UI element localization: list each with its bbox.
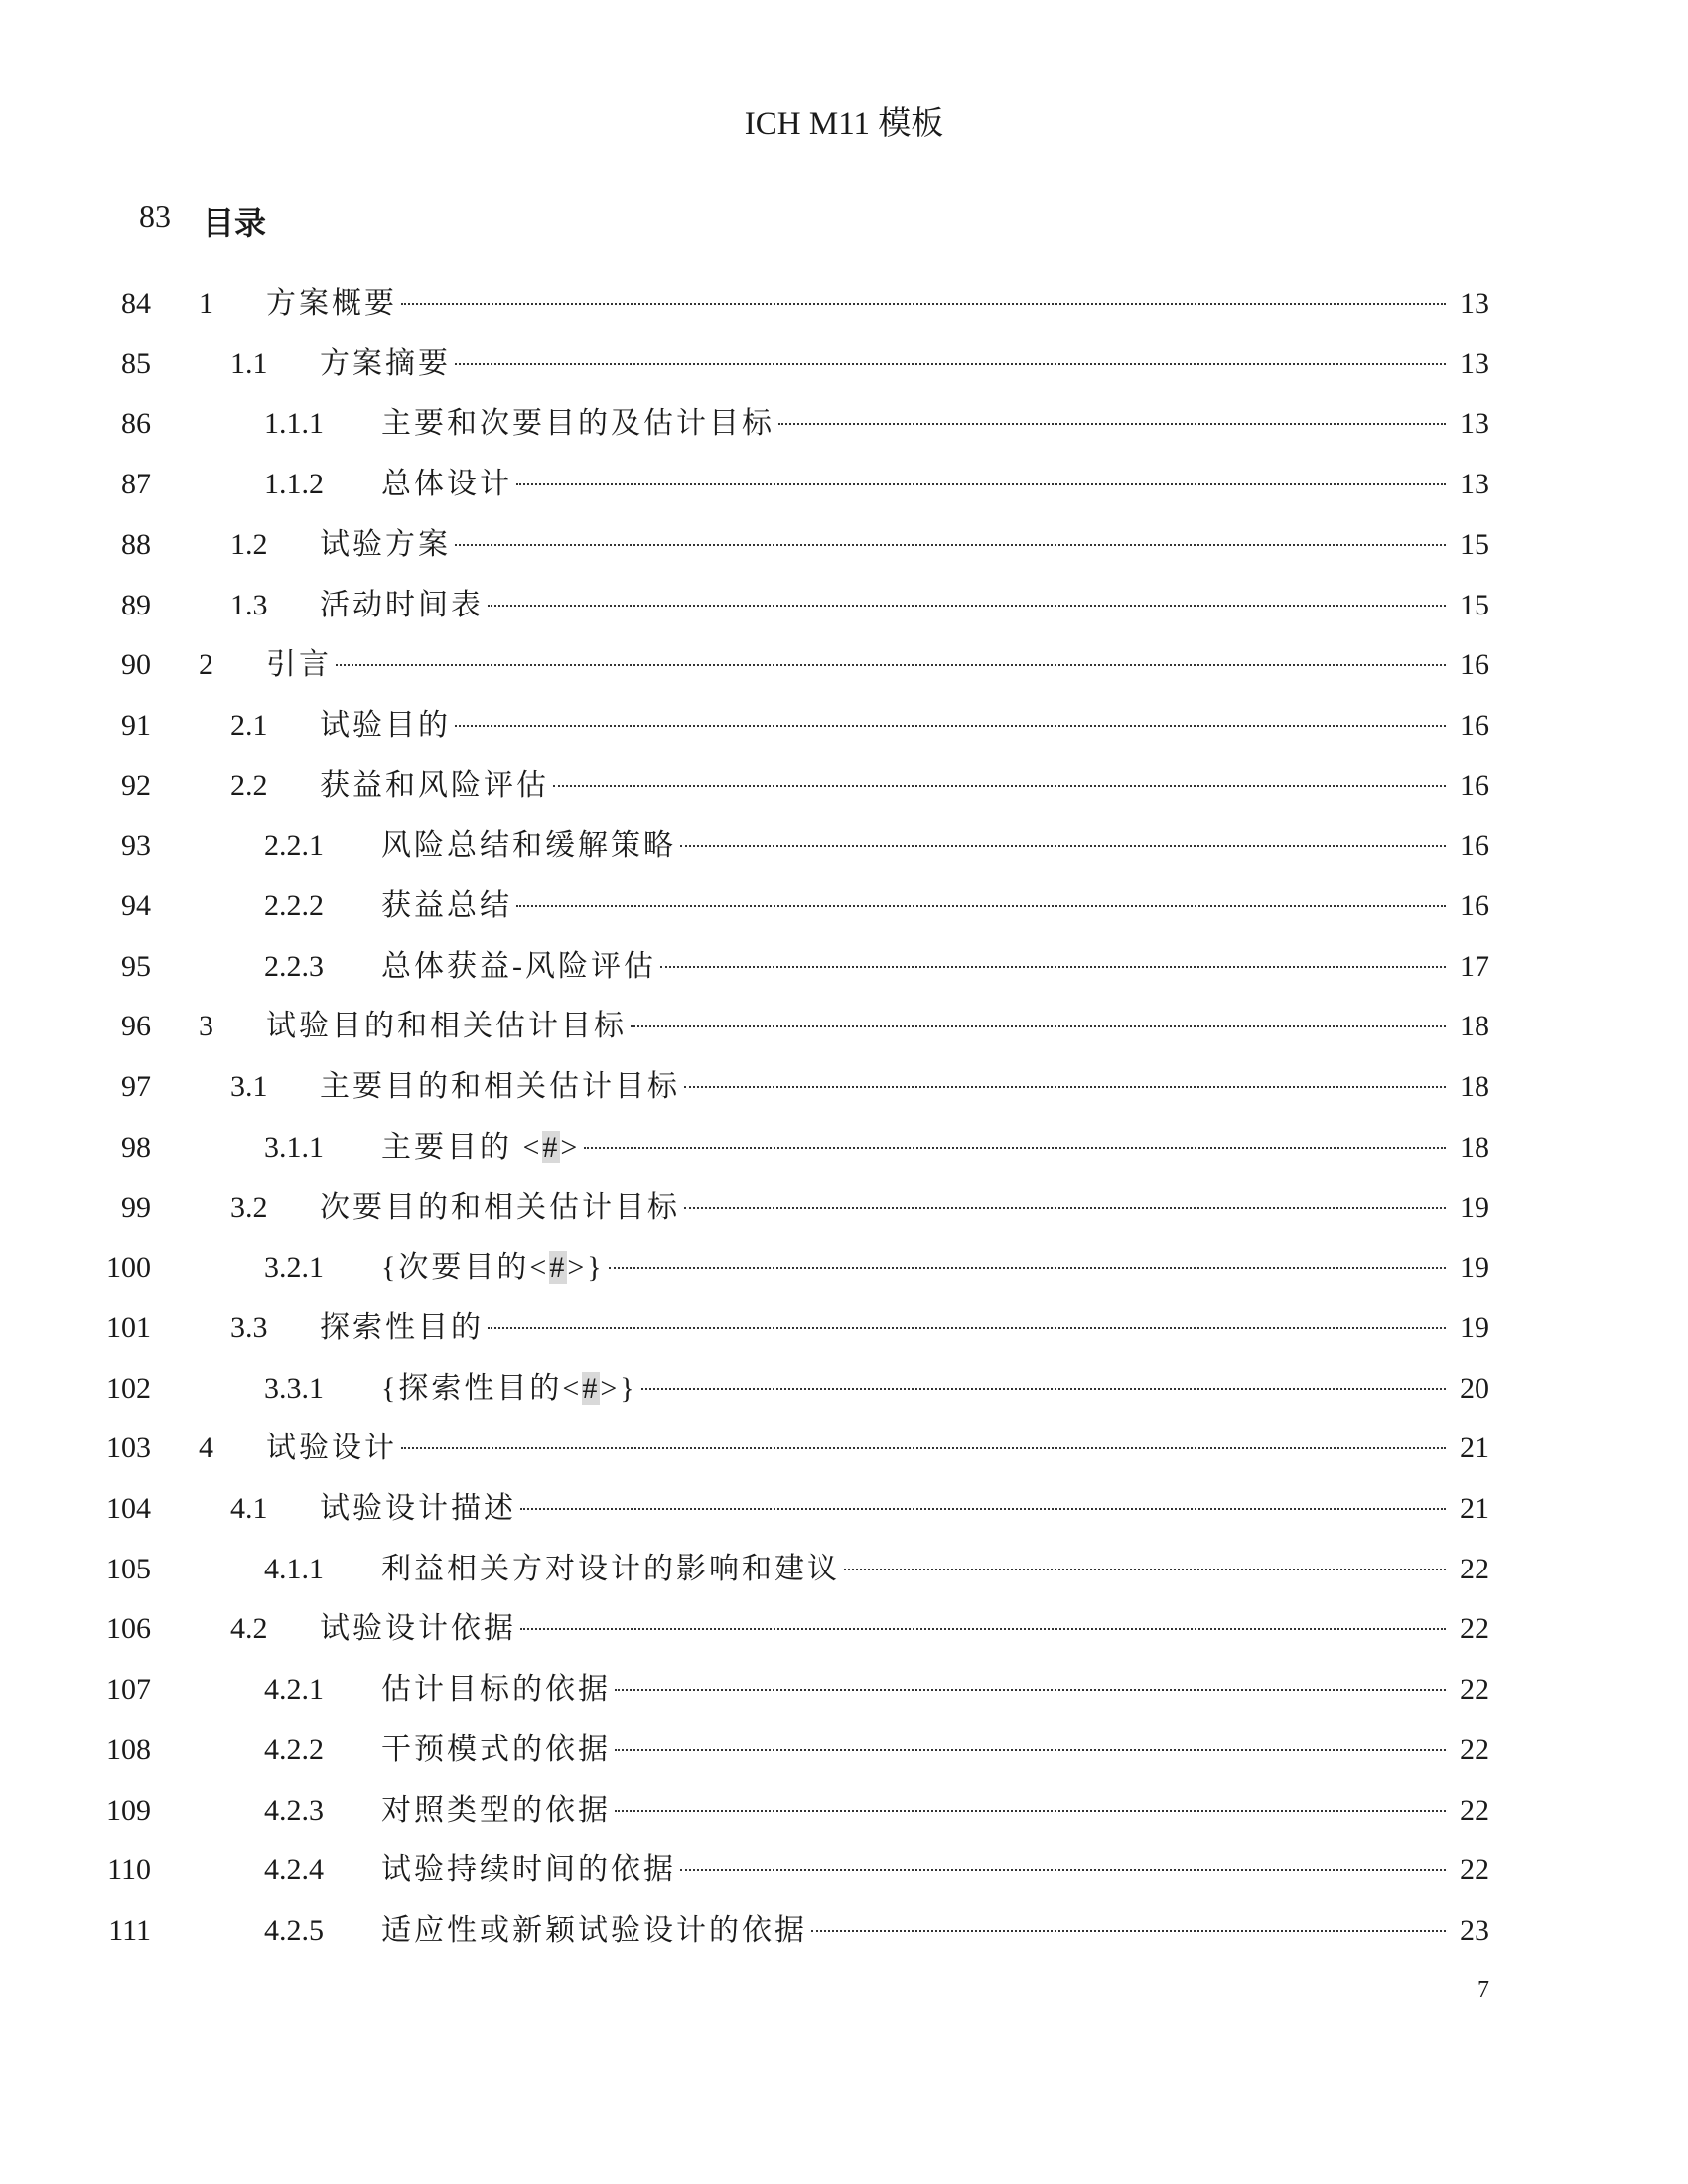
toc-entry-number: 4.2.5 [264, 1914, 324, 1947]
line-number: 87 [121, 468, 151, 500]
toc-entry-page-number: 13 [1460, 407, 1489, 440]
toc-entry-title[interactable] [381, 400, 778, 448]
line-number: 88 [121, 528, 151, 561]
line-number: 86 [121, 407, 151, 440]
toc-entry-title[interactable] [381, 1907, 811, 1955]
toc-entry[interactable] [0, 1726, 1688, 1774]
toc-entry[interactable] [0, 822, 1688, 870]
toc-entry[interactable] [0, 521, 1688, 569]
toc-entry-title-text: 主要和次要目的及估计目标 [381, 407, 774, 440]
toc-entry-number: 2 [199, 648, 213, 681]
toc-entry-number: 2.2.2 [264, 889, 324, 922]
placeholder-marker: # [582, 1372, 601, 1405]
toc-entry-page-number: 22 [1460, 1612, 1489, 1645]
toc-entry-title-text: 干预模式的依据 [381, 1733, 611, 1766]
toc-entry-title[interactable] [381, 1726, 615, 1774]
toc-entry-title[interactable] [320, 1304, 488, 1352]
line-number: 106 [106, 1612, 151, 1645]
dot-leader [641, 1388, 1446, 1390]
toc-entry[interactable] [0, 1063, 1688, 1111]
toc-entry-title-suffix: >} [567, 1251, 605, 1284]
toc-entry-number: 4.2.2 [264, 1733, 324, 1766]
toc-entry-title-text: 探索性目的 [320, 1311, 484, 1344]
toc-entry-title[interactable] [320, 1063, 684, 1111]
line-number: 102 [106, 1372, 151, 1405]
toc-entry-title-text: 引言 [266, 648, 332, 681]
toc-entry[interactable] [0, 702, 1688, 750]
toc-entry[interactable] [0, 1605, 1688, 1653]
toc-entry-number: 3.2.1 [264, 1251, 324, 1284]
toc-entry-number: 1 [199, 287, 213, 320]
toc-entry-page-number: 18 [1460, 1131, 1489, 1163]
toc-entry-page-number: 19 [1460, 1311, 1489, 1344]
toc-entry-title[interactable] [381, 943, 660, 991]
toc-entry-page-number: 16 [1460, 709, 1489, 742]
toc-entry-number: 4.2.3 [264, 1794, 324, 1827]
toc-entry[interactable] [0, 1846, 1688, 1894]
toc-entry-page-number: 16 [1460, 769, 1489, 802]
toc-entry[interactable] [0, 1907, 1688, 1955]
toc-entry-page-number: 13 [1460, 347, 1489, 380]
toc-entry-title-text: 试验设计描述 [320, 1492, 516, 1525]
toc-entry-title[interactable] [266, 641, 336, 689]
toc-entry-title[interactable] [381, 1365, 641, 1413]
toc-entry-page-number: 22 [1460, 1794, 1489, 1827]
dot-leader [516, 905, 1446, 907]
toc-entry-page-number: 18 [1460, 1010, 1489, 1042]
line-number: 103 [106, 1432, 151, 1464]
toc-entry[interactable] [0, 1787, 1688, 1835]
toc-entry[interactable] [0, 1425, 1688, 1472]
toc-entry-number: 3 [199, 1010, 213, 1042]
toc-entry-title[interactable] [320, 341, 455, 388]
toc-entry-page-number: 21 [1460, 1432, 1489, 1464]
toc-entry[interactable] [0, 1304, 1688, 1352]
line-number: 92 [121, 769, 151, 802]
toc-entry-title-text: 方案概要 [266, 287, 397, 320]
toc-entry-number: 1.1.1 [264, 407, 324, 440]
dot-leader [680, 845, 1446, 847]
toc-entry-title[interactable] [320, 1605, 520, 1653]
toc-entry-title[interactable] [320, 582, 488, 629]
toc-entry-title[interactable] [266, 1003, 631, 1050]
dot-leader [455, 544, 1446, 546]
toc-entry-title-text: 试验设计 [266, 1432, 397, 1464]
dot-leader [615, 1689, 1446, 1691]
line-number: 108 [106, 1733, 151, 1766]
toc-entry-page-number: 22 [1460, 1853, 1489, 1886]
toc-entry-number: 4.1.1 [264, 1553, 324, 1585]
line-number: 85 [121, 347, 151, 380]
toc-entry-number: 2.2.3 [264, 950, 324, 983]
toc-entry-title-text: 总体设计 [381, 468, 512, 500]
toc-entry-title[interactable] [320, 762, 553, 810]
line-number: 110 [107, 1853, 151, 1886]
toc-entry-title-suffix: >} [600, 1372, 637, 1405]
dot-leader [455, 363, 1446, 365]
toc-entry[interactable] [0, 582, 1688, 629]
line-number: 84 [121, 287, 151, 320]
line-number: 98 [121, 1131, 151, 1163]
line-number: 111 [108, 1914, 151, 1947]
dot-leader [584, 1147, 1446, 1149]
toc-entry[interactable] [0, 943, 1688, 991]
line-number: 104 [106, 1492, 151, 1525]
toc-entry-title-text: 主要目的 < [381, 1131, 543, 1163]
toc-entry[interactable] [0, 1124, 1688, 1171]
toc-entry-title[interactable] [381, 461, 516, 508]
toc-entry-title-text: {次要目的< [381, 1251, 550, 1284]
toc-entry-title-text: 获益和风险评估 [320, 769, 549, 802]
toc-entry-page-number: 19 [1460, 1191, 1489, 1224]
dot-leader [520, 1508, 1446, 1510]
toc-entry-page-number: 19 [1460, 1251, 1489, 1284]
toc-entry-number: 3.3.1 [264, 1372, 324, 1405]
toc-entry-number: 4.1 [230, 1492, 268, 1525]
dot-leader [401, 1447, 1446, 1449]
toc-entry-number: 4.2 [230, 1612, 268, 1645]
toc-entry-page-number: 16 [1460, 648, 1489, 681]
toc-entry-title-suffix: > [560, 1131, 581, 1163]
dot-leader [336, 664, 1446, 666]
toc-entry-title-text: {探索性目的< [381, 1372, 583, 1405]
toc-entry-title[interactable] [320, 521, 455, 569]
toc-entry[interactable] [0, 280, 1688, 328]
toc-entry-title[interactable] [320, 1485, 520, 1533]
toc-entry[interactable] [0, 461, 1688, 508]
line-number: 109 [106, 1794, 151, 1827]
toc-entry-title[interactable] [320, 1184, 684, 1232]
toc-entry-number: 1.2 [230, 528, 268, 561]
toc-entry-title-text: 总体获益-风险评估 [381, 950, 656, 983]
toc-entry-number: 1.3 [230, 589, 268, 621]
toc-entry[interactable] [0, 1003, 1688, 1050]
toc-entry-title[interactable] [381, 822, 680, 870]
line-number: 90 [121, 648, 151, 681]
toc-entry-title[interactable] [266, 280, 401, 328]
toc-entry-title[interactable] [320, 702, 455, 750]
dot-leader [844, 1569, 1446, 1570]
toc-entry-number: 4.2.4 [264, 1853, 324, 1886]
toc-entry-number: 3.1 [230, 1070, 268, 1103]
toc-entry-title-text: 试验设计依据 [320, 1612, 516, 1645]
toc-entry[interactable] [0, 1546, 1688, 1593]
toc-entry-title[interactable] [381, 1846, 680, 1894]
line-number: 94 [121, 889, 151, 922]
line-number: 101 [106, 1311, 151, 1344]
toc-entry-title[interactable] [381, 1787, 615, 1835]
line-number: 91 [121, 709, 151, 742]
toc-entry-page-number: 15 [1460, 589, 1489, 621]
dot-leader [553, 785, 1446, 787]
toc-entry-title-text: 活动时间表 [320, 589, 484, 621]
toc-entry-page-number: 22 [1460, 1553, 1489, 1585]
toc-entry-number: 4.2.1 [264, 1673, 324, 1706]
toc-entry-title-text: 获益总结 [381, 889, 512, 922]
toc-entry-page-number: 16 [1460, 889, 1489, 922]
page-number: 7 [1477, 1978, 1489, 2003]
dot-leader [615, 1810, 1446, 1812]
toc-entry-page-number: 22 [1460, 1673, 1489, 1706]
toc-entry[interactable] [0, 1666, 1688, 1713]
toc-entry-page-number: 13 [1460, 287, 1489, 320]
dot-leader [778, 423, 1446, 425]
toc-entry-title-text: 估计目标的依据 [381, 1673, 611, 1706]
dot-leader [811, 1930, 1446, 1932]
toc-entry-title[interactable] [381, 1546, 844, 1593]
toc-entry-title[interactable] [381, 883, 516, 930]
toc-entry-title-text: 风险总结和缓解策略 [381, 829, 676, 862]
toc-entry-title-text: 试验方案 [320, 528, 451, 561]
line-number: 95 [121, 950, 151, 983]
dot-leader [684, 1086, 1446, 1088]
line-number: 97 [121, 1070, 151, 1103]
dot-leader [609, 1267, 1446, 1269]
toc-entry[interactable] [0, 400, 1688, 448]
placeholder-marker: # [549, 1251, 568, 1284]
toc-entry-page-number: 13 [1460, 468, 1489, 500]
toc-entry-title-text: 试验持续时间的依据 [381, 1853, 676, 1886]
toc-heading-title: 目录 [203, 205, 267, 241]
toc-entry-title-text: 试验目的 [320, 709, 451, 742]
toc-entry-title-text: 试验目的和相关估计目标 [266, 1010, 627, 1042]
dot-leader [488, 605, 1446, 607]
toc-entry-title-text: 利益相关方对设计的影响和建议 [381, 1553, 840, 1585]
toc-entry-page-number: 16 [1460, 829, 1489, 862]
placeholder-marker: # [542, 1131, 561, 1163]
toc-entry-title[interactable] [381, 1244, 609, 1292]
dot-leader [660, 966, 1446, 968]
toc-entry-page-number: 21 [1460, 1492, 1489, 1525]
dot-leader [516, 483, 1446, 485]
toc-entry-page-number: 17 [1460, 950, 1489, 983]
toc-entry-number: 1.1.2 [264, 468, 324, 500]
toc-entry-title-text: 次要目的和相关估计目标 [320, 1191, 680, 1224]
toc-entry-number: 4 [199, 1432, 213, 1464]
toc-entry-number: 1.1 [230, 347, 268, 380]
toc-entry[interactable] [0, 1184, 1688, 1232]
toc-entry-title-text: 对照类型的依据 [381, 1794, 611, 1827]
toc-entry-page-number: 15 [1460, 528, 1489, 561]
toc-entry-number: 3.1.1 [264, 1131, 324, 1163]
toc-entry-number: 3.2 [230, 1191, 268, 1224]
toc-entry-number: 2.1 [230, 709, 268, 742]
toc-entry-title-text: 方案摘要 [320, 347, 451, 380]
toc-entry-title-text: 主要目的和相关估计目标 [320, 1070, 680, 1103]
line-number: 99 [121, 1191, 151, 1224]
dot-leader [520, 1628, 1446, 1630]
toc-entry-number: 3.3 [230, 1311, 268, 1344]
toc-entry-number: 2.2 [230, 769, 268, 802]
toc-entry[interactable] [0, 883, 1688, 930]
toc-entry-number: 2.2.1 [264, 829, 324, 862]
toc-entry-title[interactable] [381, 1666, 615, 1713]
toc-entry-title-text: 适应性或新颖试验设计的依据 [381, 1914, 807, 1947]
dot-leader [631, 1025, 1446, 1027]
line-number: 105 [106, 1553, 151, 1585]
page-header-title: ICH M11 模板 [744, 106, 944, 142]
toc-entry-page-number: 23 [1460, 1914, 1489, 1947]
dot-leader [401, 303, 1446, 305]
toc-entry[interactable] [0, 341, 1688, 388]
dot-leader [615, 1749, 1446, 1751]
dot-leader [680, 1869, 1446, 1871]
dot-leader [488, 1327, 1446, 1329]
dot-leader [455, 725, 1446, 727]
line-number: 107 [106, 1673, 151, 1706]
toc-entry-title[interactable] [266, 1425, 401, 1472]
toc-entry[interactable] [0, 1365, 1688, 1413]
toc-entry[interactable] [0, 762, 1688, 810]
toc-entry[interactable] [0, 1244, 1688, 1292]
toc-entry-page-number: 18 [1460, 1070, 1489, 1103]
toc-entry[interactable] [0, 641, 1688, 689]
toc-entry-title[interactable] [381, 1124, 584, 1171]
line-number: 93 [121, 829, 151, 862]
toc-entry-page-number: 22 [1460, 1733, 1489, 1766]
toc-entry-page-number: 20 [1460, 1372, 1489, 1405]
dot-leader [684, 1207, 1446, 1209]
line-number: 96 [121, 1010, 151, 1042]
line-number: 83 [139, 199, 171, 234]
toc-entry[interactable] [0, 1485, 1688, 1533]
toc-heading [99, 199, 695, 242]
line-number: 89 [121, 589, 151, 621]
line-number: 100 [106, 1251, 151, 1284]
